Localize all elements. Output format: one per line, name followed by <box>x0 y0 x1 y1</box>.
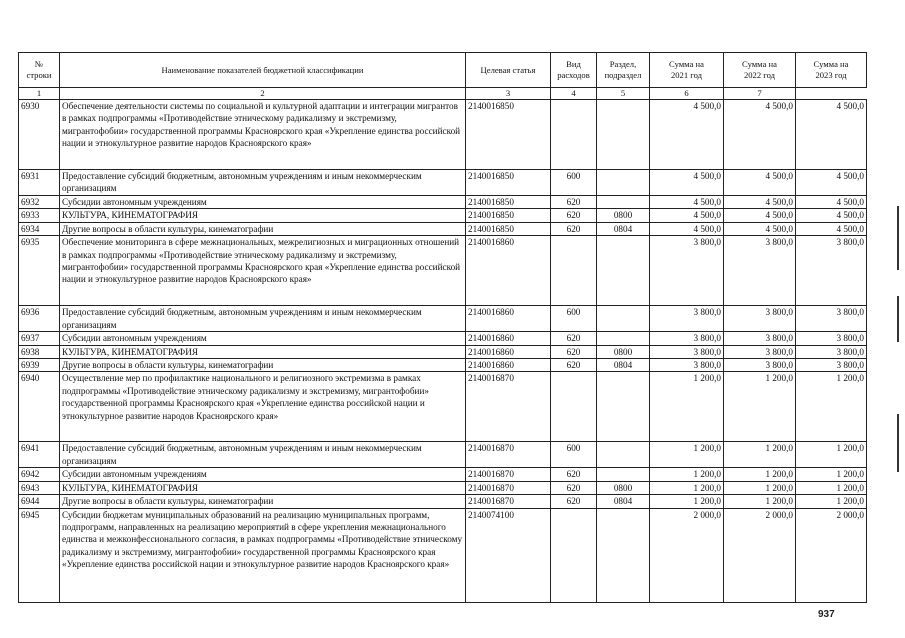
header-sum-2022: Сумма на 2022 год <box>724 53 796 88</box>
target-article-cell: 2140016860 <box>466 332 551 345</box>
section-cell: 0800 <box>597 345 650 358</box>
table-header-row <box>19 53 867 88</box>
indicator-name-cell: Другие вопросы в области культуры, кинематографии <box>60 495 466 508</box>
target-article-cell: 2140016850 <box>466 209 551 222</box>
sum-2021-cell: 1 200,0 <box>650 468 724 481</box>
row-number-cell: 6933 <box>19 209 60 222</box>
table-row <box>19 508 867 602</box>
expense-type-cell: 620 <box>551 495 597 508</box>
sum-2022-cell: 4 500,0 <box>724 222 796 235</box>
sum-2021-cell: 1 200,0 <box>650 372 724 442</box>
row-number-cell: 6945 <box>19 508 60 602</box>
column-number: 1 <box>19 88 60 100</box>
header-indicator-name: Наименование показателей бюджетной классификации <box>60 53 466 88</box>
sum-2023-cell: 3 800,0 <box>796 236 867 306</box>
expense-type-cell: 600 <box>551 306 597 332</box>
indicator-name-cell: Другие вопросы в области культуры, кинематографии <box>60 222 466 235</box>
expense-type-cell <box>551 372 597 442</box>
section-cell: 0804 <box>597 359 650 372</box>
target-article-cell: 2140016870 <box>466 372 551 442</box>
section-cell: 0800 <box>597 481 650 494</box>
expense-type-cell: 620 <box>551 222 597 235</box>
sum-2022-cell: 3 800,0 <box>724 359 796 372</box>
sum-2022-cell: 4 500,0 <box>724 196 796 209</box>
sum-2023-cell: 4 500,0 <box>796 222 867 235</box>
target-article-cell: 2140016870 <box>466 442 551 468</box>
section-cell: 0804 <box>597 495 650 508</box>
target-article-cell: 2140016870 <box>466 468 551 481</box>
sum-2022-cell: 1 200,0 <box>724 468 796 481</box>
row-number-cell: 6937 <box>19 332 60 345</box>
table-row <box>19 222 867 235</box>
row-number-cell: 6939 <box>19 359 60 372</box>
target-article-cell: 2140016860 <box>466 359 551 372</box>
column-number: 4 <box>551 88 597 100</box>
row-number-cell: 6931 <box>19 170 60 196</box>
section-cell <box>597 372 650 442</box>
sum-2023-cell: 4 500,0 <box>796 170 867 196</box>
section-cell <box>597 442 650 468</box>
expense-type-cell: 620 <box>551 468 597 481</box>
sum-2023-cell: 1 200,0 <box>796 372 867 442</box>
sum-2022-cell: 4 500,0 <box>724 170 796 196</box>
row-number-cell: 6932 <box>19 196 60 209</box>
sum-2021-cell: 1 200,0 <box>650 481 724 494</box>
scan-edge-mark <box>897 206 899 270</box>
sum-2022-cell: 1 200,0 <box>724 481 796 494</box>
sum-2021-cell: 1 200,0 <box>650 442 724 468</box>
header-expense-type: Вид расходов <box>551 53 597 88</box>
target-article-cell: 2140016860 <box>466 236 551 306</box>
row-number-cell: 6934 <box>19 222 60 235</box>
row-number-cell: 6943 <box>19 481 60 494</box>
section-cell: 0800 <box>597 209 650 222</box>
sum-2022-cell: 4 500,0 <box>724 100 796 170</box>
sum-2021-cell: 3 800,0 <box>650 236 724 306</box>
sum-2021-cell: 4 500,0 <box>650 170 724 196</box>
sum-2022-cell: 3 800,0 <box>724 345 796 358</box>
budget-table-page <box>18 52 866 603</box>
sum-2021-cell: 3 800,0 <box>650 306 724 332</box>
table-row <box>19 100 867 170</box>
sum-2023-cell: 4 500,0 <box>796 100 867 170</box>
target-article-cell: 2140016850 <box>466 196 551 209</box>
table-row <box>19 345 867 358</box>
sum-2021-cell: 4 500,0 <box>650 222 724 235</box>
sum-2023-cell: 4 500,0 <box>796 196 867 209</box>
page-number: 937 <box>818 609 835 620</box>
sum-2022-cell: 1 200,0 <box>724 442 796 468</box>
budget-classification-table <box>18 52 867 603</box>
scan-edge-mark <box>897 296 899 342</box>
indicator-name-cell: КУЛЬТУРА, КИНЕМАТОГРАФИЯ <box>60 209 466 222</box>
sum-2023-cell: 3 800,0 <box>796 306 867 332</box>
expense-type-cell: 620 <box>551 209 597 222</box>
indicator-name-cell: КУЛЬТУРА, КИНЕМАТОГРАФИЯ <box>60 481 466 494</box>
sum-2023-cell: 1 200,0 <box>796 495 867 508</box>
column-number: 6 <box>650 88 724 100</box>
sum-2023-cell: 1 200,0 <box>796 442 867 468</box>
section-cell <box>597 100 650 170</box>
sum-2021-cell: 3 800,0 <box>650 359 724 372</box>
expense-type-cell: 620 <box>551 481 597 494</box>
row-number-cell: 6930 <box>19 100 60 170</box>
table-row <box>19 209 867 222</box>
expense-type-cell <box>551 508 597 602</box>
sum-2023-cell: 4 500,0 <box>796 209 867 222</box>
target-article-cell: 2140016850 <box>466 100 551 170</box>
table-row <box>19 170 867 196</box>
table-row <box>19 306 867 332</box>
sum-2021-cell: 4 500,0 <box>650 196 724 209</box>
expense-type-cell <box>551 100 597 170</box>
column-number: 7 <box>724 88 796 100</box>
column-number: 5 <box>597 88 650 100</box>
section-cell <box>597 332 650 345</box>
row-number-cell: 6938 <box>19 345 60 358</box>
sum-2022-cell: 1 200,0 <box>724 372 796 442</box>
row-number-cell: 6942 <box>19 468 60 481</box>
target-article-cell: 2140016860 <box>466 306 551 332</box>
table-row <box>19 359 867 372</box>
indicator-name-cell: Обеспечение деятельности системы по социальной и культурной адаптации и интеграции мигрантов в рамках подпрограммы «Противодействие этническому радикализму и экстремизму, мигрантофобии» государственной программы Красноярского края «Укрепление единства российской нации и этнокультурное развитие народов Красноярского края» <box>60 100 466 170</box>
indicator-name-cell: Предоставление субсидий бюджетным, автономным учреждениям и иным некоммерческим организациям <box>60 306 466 332</box>
table-row <box>19 495 867 508</box>
row-number-cell: 6941 <box>19 442 60 468</box>
sum-2022-cell: 4 500,0 <box>724 209 796 222</box>
indicator-name-cell: Субсидии автономным учреждениям <box>60 196 466 209</box>
row-number-cell: 6936 <box>19 306 60 332</box>
indicator-name-cell: Осуществление мер по профилактике национального и религиозного экстремизма в рамках подпрограммы «Противодействие этническому радикализму и экстремизму, мигрантофобии» государственной программы Красноярского края «Укрепление единства российской нации и этнокультурное развитие народов Красноярского края» <box>60 372 466 442</box>
sum-2023-cell: 2 000,0 <box>796 508 867 602</box>
indicator-name-cell: КУЛЬТУРА, КИНЕМАТОГРАФИЯ <box>60 345 466 358</box>
expense-type-cell: 620 <box>551 345 597 358</box>
expense-type-cell: 620 <box>551 359 597 372</box>
sum-2023-cell: 3 800,0 <box>796 359 867 372</box>
sum-2022-cell: 3 800,0 <box>724 236 796 306</box>
row-number-cell: 6944 <box>19 495 60 508</box>
indicator-name-cell: Субсидии автономным учреждениям <box>60 332 466 345</box>
sum-2021-cell: 3 800,0 <box>650 332 724 345</box>
row-number-cell: 6935 <box>19 236 60 306</box>
header-sum-2023: Сумма на 2023 год <box>796 53 867 88</box>
target-article-cell: 2140016870 <box>466 481 551 494</box>
sum-2021-cell: 3 800,0 <box>650 345 724 358</box>
scan-edge-mark <box>897 414 899 472</box>
sum-2023-cell: 3 800,0 <box>796 345 867 358</box>
sum-2023-cell: 3 800,0 <box>796 332 867 345</box>
section-cell: 0804 <box>597 222 650 235</box>
header-sum-2021: Сумма на 2021 год <box>650 53 724 88</box>
table-body <box>19 100 867 603</box>
expense-type-cell <box>551 236 597 306</box>
table-row <box>19 481 867 494</box>
indicator-name-cell: Предоставление субсидий бюджетным, автономным учреждениям и иным некоммерческим организациям <box>60 170 466 196</box>
indicator-name-cell: Другие вопросы в области культуры, кинематографии <box>60 359 466 372</box>
table-row <box>19 372 867 442</box>
target-article-cell: 2140016860 <box>466 345 551 358</box>
sum-2021-cell: 1 200,0 <box>650 495 724 508</box>
target-article-cell: 2140016870 <box>466 495 551 508</box>
column-number: 3 <box>466 88 551 100</box>
row-number-cell: 6940 <box>19 372 60 442</box>
indicator-name-cell: Предоставление субсидий бюджетным, автономным учреждениям и иным некоммерческим организациям <box>60 442 466 468</box>
section-cell <box>597 468 650 481</box>
expense-type-cell: 620 <box>551 332 597 345</box>
expense-type-cell: 600 <box>551 442 597 468</box>
section-cell <box>597 170 650 196</box>
sum-2022-cell: 3 800,0 <box>724 332 796 345</box>
sum-2021-cell: 4 500,0 <box>650 209 724 222</box>
target-article-cell: 2140016850 <box>466 222 551 235</box>
table-row <box>19 236 867 306</box>
indicator-name-cell: Субсидии бюджетам муниципальных образований на реализацию муниципальных программ, подпрограмм, направленных на реализацию мероприятий в сфере укрепления межнационального единства и межконфессионального согласия, в рамках подпрограммы «Противодействие этническому радикализму и экстремизму, мигрантофобии» государственной программы Красноярского края «Укрепление единства российской нации и этнокультурное развитие народов Красноярского края» <box>60 508 466 602</box>
table-row <box>19 332 867 345</box>
table-row <box>19 468 867 481</box>
header-target-article: Целевая статья <box>466 53 551 88</box>
sum-2022-cell: 1 200,0 <box>724 495 796 508</box>
table-row <box>19 442 867 468</box>
section-cell <box>597 196 650 209</box>
expense-type-cell: 600 <box>551 170 597 196</box>
sum-2022-cell: 2 000,0 <box>724 508 796 602</box>
sum-2023-cell: 1 200,0 <box>796 481 867 494</box>
column-number-row <box>19 88 867 100</box>
target-article-cell: 2140016850 <box>466 170 551 196</box>
header-section: Раздел, подраздел <box>597 53 650 88</box>
table-row <box>19 196 867 209</box>
indicator-name-cell: Обеспечение мониторинга в сфере межнациональных, межрелигиозных и миграционных отношений в рамках подпрограммы «Противодействие этническому радикализму и экстремизму, мигрантофобии» государственной программы Красноярского края «Укрепление единства российской нации и этнокультурное развитие народов Красноярского края» <box>60 236 466 306</box>
header-row-number: № строки <box>19 53 60 88</box>
section-cell <box>597 508 650 602</box>
sum-2022-cell: 3 800,0 <box>724 306 796 332</box>
column-number: 2 <box>60 88 466 100</box>
sum-2021-cell: 2 000,0 <box>650 508 724 602</box>
target-article-cell: 2140074100 <box>466 508 551 602</box>
expense-type-cell: 620 <box>551 196 597 209</box>
indicator-name-cell: Субсидии автономным учреждениям <box>60 468 466 481</box>
sum-2021-cell: 4 500,0 <box>650 100 724 170</box>
section-cell <box>597 306 650 332</box>
sum-2023-cell: 1 200,0 <box>796 468 867 481</box>
section-cell <box>597 236 650 306</box>
